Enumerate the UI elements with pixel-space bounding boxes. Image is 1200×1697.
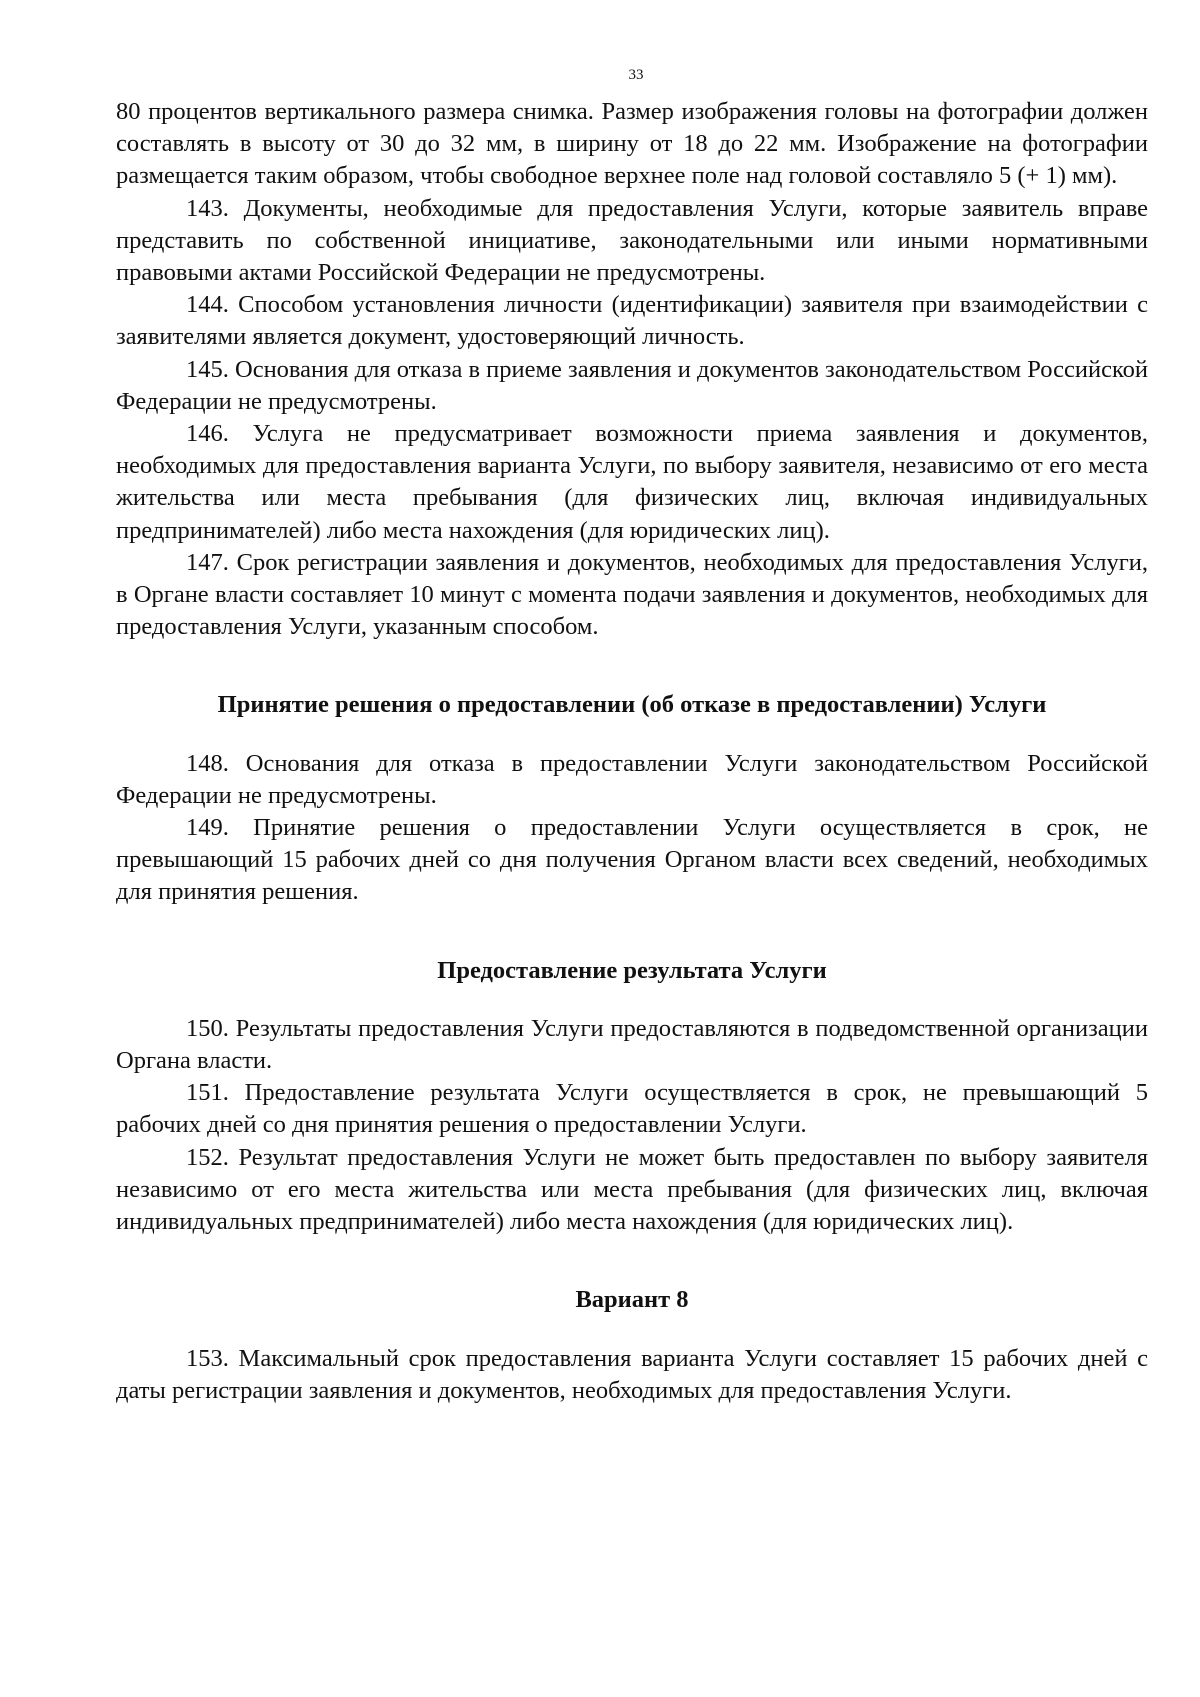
paragraph-143: 143. Документы, необходимые для предоставления Услуги, которые заявитель вправе представить по собственной инициативе, законодательными или иными нормативными правовыми актами Российской Федерации не предусмотрены. bbox=[116, 194, 1148, 287]
section-heading-variant-8: Вариант 8 bbox=[575, 1286, 689, 1314]
paragraph-150: 150. Результаты предоставления Услуги предоставляются в подведомственной организации Органа власти. bbox=[116, 1014, 1148, 1075]
section-spacer bbox=[116, 1238, 1148, 1284]
paragraph-152: 152. Результат предоставления Услуги не может быть предоставлен по выбору заявителя независимо от его места жительства или места пребывания (для физических лиц, включая индивидуальных предпринимателей) либо места нахождения (для юридических лиц). bbox=[116, 1143, 1148, 1236]
section-spacer bbox=[116, 909, 1148, 955]
section-spacer bbox=[116, 643, 1148, 689]
paragraph-144: 144. Способом установления личности (идентификации) заявителя при взаимодействии с заявителями является документ, удостоверяющий личность. bbox=[116, 291, 1148, 351]
paragraph-151: 151. Предоставление результата Услуги осуществляется в срок, не превышающий 5 рабочих дней со дня принятия решения о предоставлении Услуги. bbox=[116, 1079, 1148, 1139]
paragraph-153: 153. Максимальный срок предоставления варианта Услуги составляет 15 рабочих дней с даты регистрации заявления и документов, необходимых для предоставления Услуги. bbox=[116, 1344, 1148, 1404]
page-number: 33 bbox=[628, 67, 644, 83]
section-spacer bbox=[116, 1317, 1148, 1343]
paragraph-148: 148. Основания для отказа в предоставлении Услуги законодательством Российской Федерации не предусмотрены. bbox=[116, 749, 1148, 809]
paragraph-145: 145. Основания для отказа в приеме заявления и документов законодательством Российской Федерации не предусмотрены. bbox=[116, 355, 1148, 415]
section-heading-result: Предоставление результата Услуги bbox=[437, 956, 827, 984]
paragraph-147: 147. Срок регистрации заявления и документов, необходимых для предоставления Услуги, в Органе власти составляет 10 минут с момента подачи заявления и документов, необходимых для предоставления Услуги, указанным способом. bbox=[116, 548, 1148, 641]
section-heading-decision: Принятие решения о предоставлении (об отказе в предоставлении) Услуги bbox=[217, 691, 1047, 719]
paragraph-photo-requirements-continued: 80 процентов вертикального размера снимка. Размер изображения головы на фотографии должен составлять в высоту от 30 до 32 мм, в ширину от 18 до 22 мм. Изображение на фотографии размещается таким образом, чтобы свободное верхнее поле над головой составляло 5 (+ 1) мм). bbox=[116, 98, 1148, 190]
section-spacer bbox=[116, 722, 1148, 748]
section-spacer bbox=[116, 987, 1148, 1013]
paragraph-146: 146. Услуга не предусматривает возможности приема заявления и документов, необходимых для предоставления варианта Услуги, по выбору заявителя, независимо от его места жительства или места пребывания (для физических лиц, включая индивидуальных предпринимателей) либо места нахождения (для юридических лиц). bbox=[116, 420, 1148, 544]
paragraph-149: 149. Принятие решения о предоставлении Услуги осуществляется в срок, не превышающий 15 рабочих дней со дня получения Органом власти всех сведений, необходимых для принятия решения. bbox=[116, 814, 1148, 906]
